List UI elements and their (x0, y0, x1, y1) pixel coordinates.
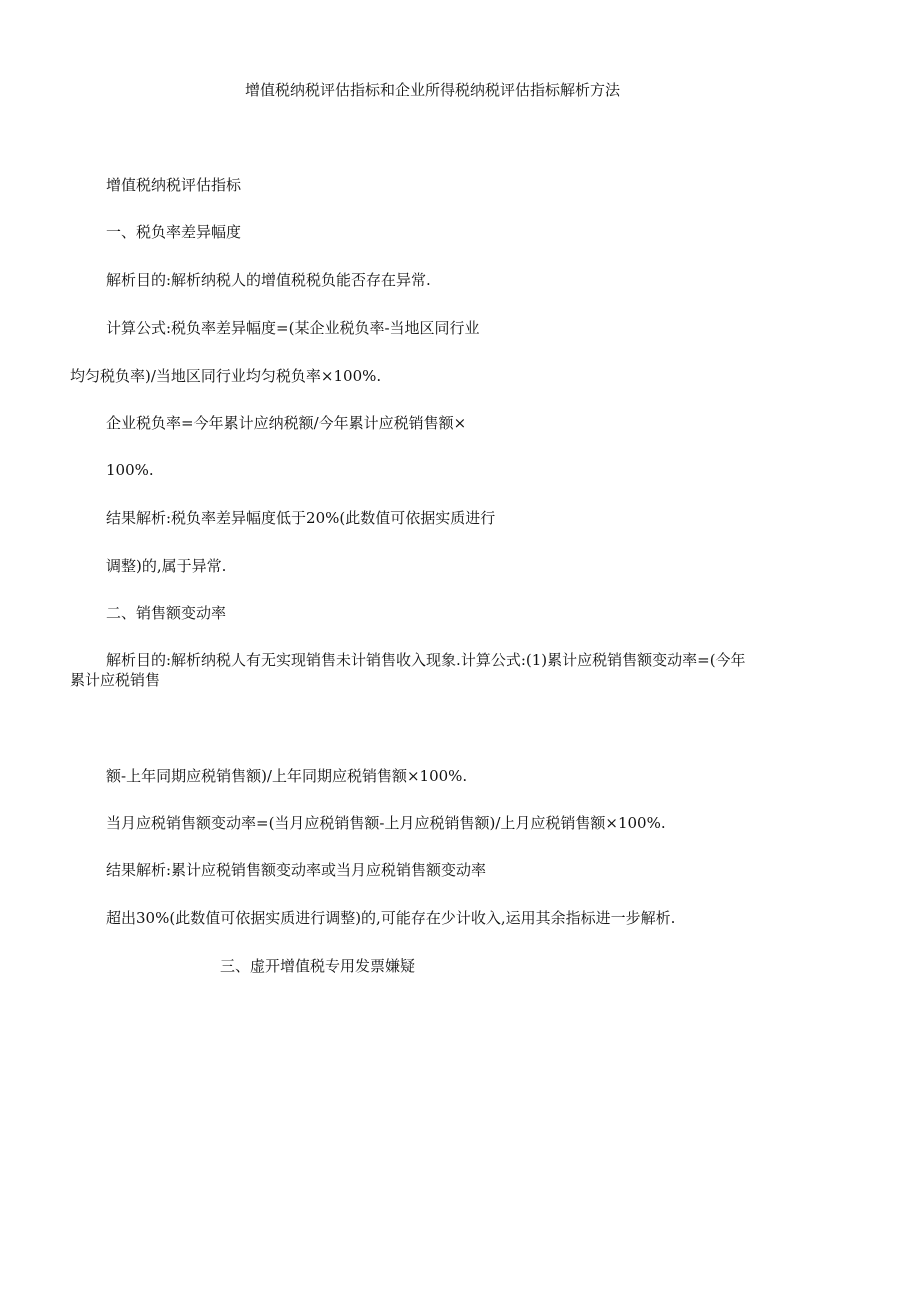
item2-purpose-line1: 解析目的:解析纳税人有无实现销售未计销售收入现象.计算公式:(1)累计应税销售额变动率=(今年 (106, 651, 746, 669)
item2-formula-cont: 额-上年同期应税销售额)/上年同期应税销售额×100%. (106, 767, 468, 785)
item1-result-line1: 结果解析:税负率差异幅度低于20%(此数值可依据实质进行 (106, 509, 496, 527)
item2-result-line2: 超出30%(此数值可依据实质进行调整)的,可能存在少计收入,运用其余指标进一步解析. (106, 909, 676, 927)
section-heading: 增值税纳税评估指标 (106, 176, 242, 194)
item1-formula-line1: 计算公式:税负率差异幅度=(某企业税负率-当地区同行业 (106, 319, 480, 337)
document-title: 增值税纳税评估指标和企业所得税纳税评估指标解析方法 (245, 81, 621, 99)
item1-purpose: 解析目的:解析纳税人的增值税税负能否存在异常. (106, 271, 431, 289)
enterprise-rate-line2: 100%. (106, 461, 154, 479)
monthly-formula: 当月应税销售额变动率=(当月应税销售额-上月应税销售额)/上月应税销售额×100%. (106, 814, 666, 832)
item1-result-line2: 调整)的,属于异常. (106, 557, 227, 575)
item3-heading: 三、虚开增值税专用发票嫌疑 (220, 957, 416, 975)
enterprise-rate-line1: 企业税负率=今年累计应纳税额/今年累计应税销售额× (106, 414, 467, 432)
item1-heading: 一、税负率差异幅度 (106, 223, 242, 241)
item1-formula-line2: 均匀税负率)/当地区同行业均匀税负率×100%. (70, 367, 382, 385)
item2-purpose-line2: 累计应税销售 (70, 671, 161, 689)
item2-result-line1: 结果解析:累计应税销售额变动率或当月应税销售额变动率 (106, 861, 487, 879)
item2-heading: 二、销售额变动率 (106, 604, 227, 622)
